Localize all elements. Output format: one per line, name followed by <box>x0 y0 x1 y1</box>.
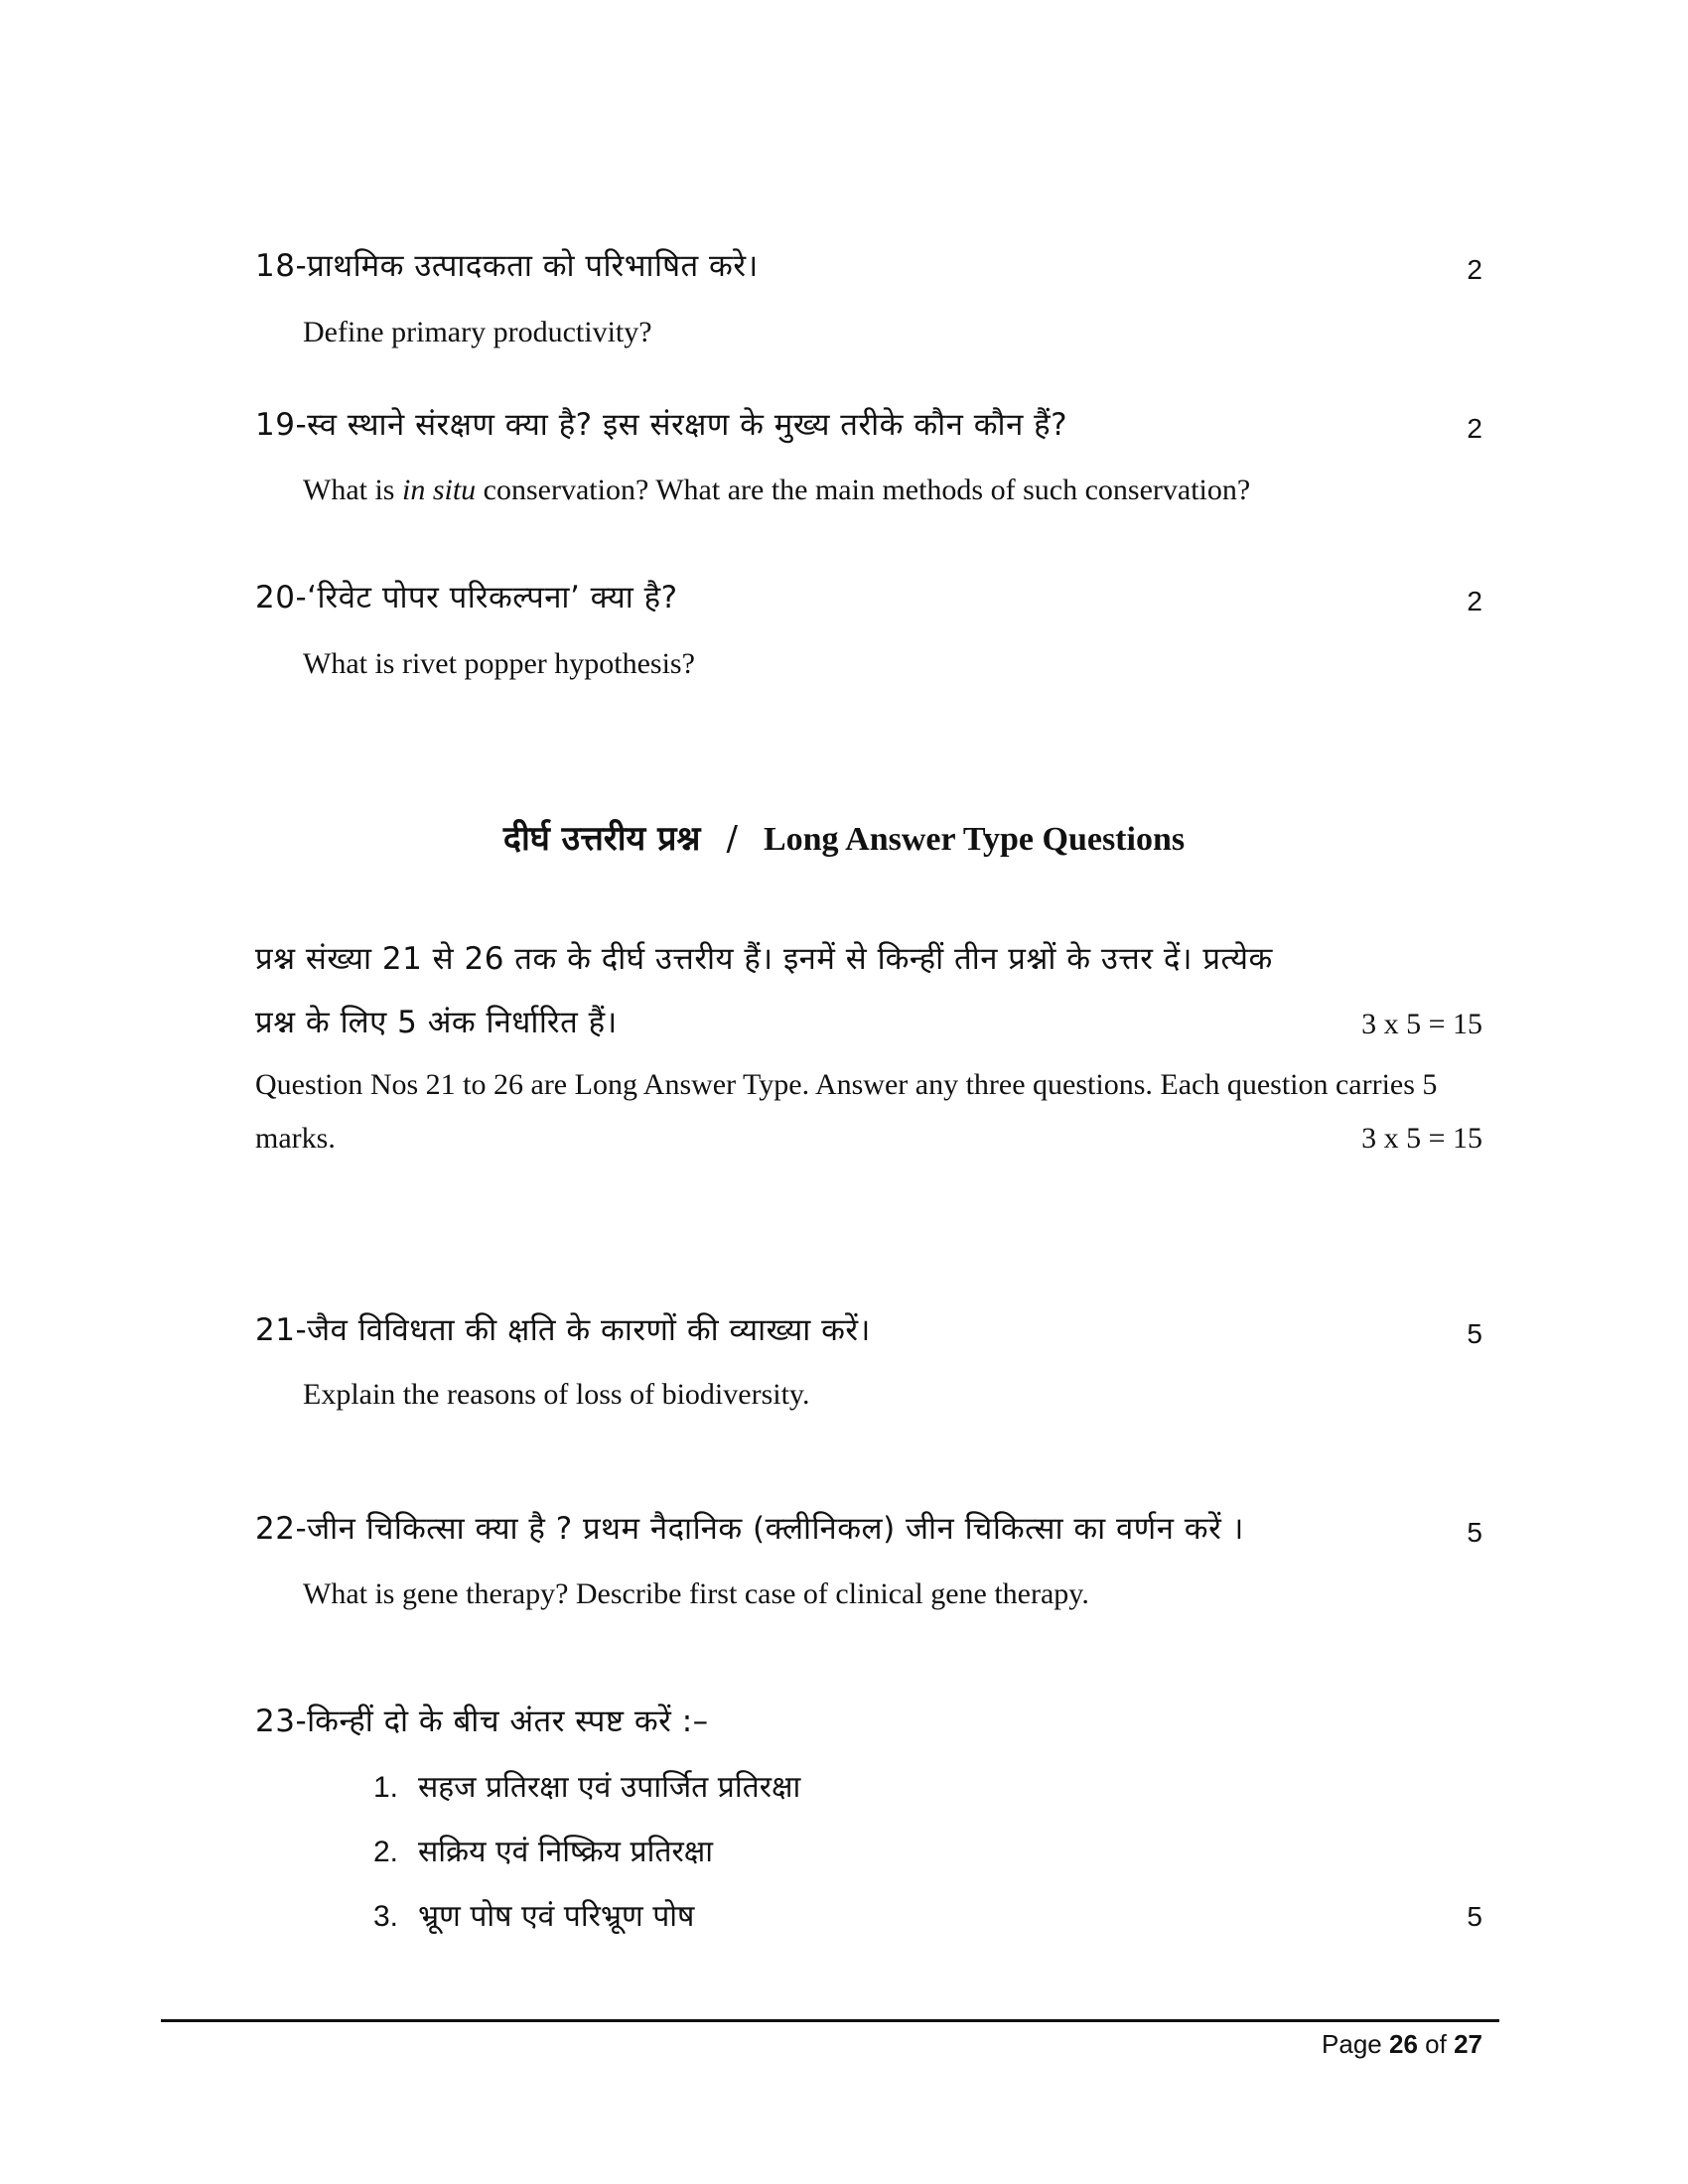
section-heading-separator: / <box>726 819 738 859</box>
question-23-item-2: 2. सक्रिय एवं निष्क्रिय प्रतिरक्षा <box>373 1835 714 1869</box>
instructions-english-line2: marks. <box>255 1122 336 1155</box>
question-21-marks: 5 <box>1467 1318 1482 1349</box>
question-22-english: What is gene therapy? Describe first case of clinical gene therapy. <box>303 1577 1089 1610</box>
question-19-english: What is in situ conservation? What are the main methods of such conservation? <box>303 474 1251 506</box>
question-23-item-1: 1. सहज प्रतिरक्षा एवं उपार्जित प्रतिरक्षा <box>373 1770 801 1805</box>
section-heading-hindi: दीर्घ उत्तरीय प्रश्न <box>502 819 701 859</box>
footer-rule <box>161 2019 1499 2022</box>
question-22-marks: 5 <box>1467 1517 1482 1548</box>
question-18-hindi: 18-प्राथमिक उत्पादकता को परिभाषित करे। <box>255 248 759 284</box>
question-23-item-3: 3. भ्रूण पोष एवं परिभ्रूण पोष <box>373 1899 695 1934</box>
question-18-marks: 2 <box>1467 254 1482 285</box>
question-23-marks: 5 <box>1467 1901 1482 1932</box>
question-22-hindi: 22-जीन चिकित्सा क्या है ? प्रथम नैदानिक (क्लीनिकल) जीन चिकित्सा का वर्णन करें । <box>255 1511 1244 1547</box>
question-18-english: Define primary productivity? <box>303 316 652 348</box>
question-20-marks: 2 <box>1467 586 1482 616</box>
question-19-marks: 2 <box>1467 413 1482 444</box>
section-heading-english: Long Answer Type Questions <box>763 821 1186 858</box>
instructions-english-line1: Question Nos 21 to 26 are Long Answer Type. Answer any three questions. Each question carries 5 <box>255 1068 1438 1101</box>
question-19-hindi: 19-स्व स्थाने संरक्षण क्या है? इस संरक्षण के मुख्य तरीके कौन कौन हैं? <box>255 407 1068 443</box>
section-heading <box>0 814 1688 860</box>
question-21-english: Explain the reasons of loss of biodiversity. <box>303 1378 810 1411</box>
question-20-english: What is rivet popper hypothesis? <box>303 647 695 680</box>
in-situ-italic: in situ <box>401 474 477 506</box>
instructions-hindi-line1: प्रश्न संख्या 21 से 26 तक के दीर्घ उत्तरीय हैं। इनमें से किन्हीं तीन प्रश्नों के उत्तर दें। प्रत्येक <box>255 941 1273 977</box>
instructions-english-marks: 3 x 5 = 15 <box>1361 1122 1482 1155</box>
instructions-hindi-marks: 3 x 5 = 15 <box>1361 1008 1482 1040</box>
question-21-hindi: 21-जैव विविधता की क्षति के कारणों की व्याख्या करें। <box>255 1312 871 1348</box>
question-20-hindi: 20-‘रिवेट पोपर परिकल्पना’ क्या है? <box>255 580 678 615</box>
page-number: Page 26 of 27 <box>1322 2029 1482 2059</box>
question-23-hindi: 23-किन्हीं दो के बीच अंतर स्पष्ट करें :– <box>255 1704 709 1739</box>
instructions-hindi-line2: प्रश्न के लिए 5 अंक निर्धारित हैं। <box>255 1005 618 1040</box>
